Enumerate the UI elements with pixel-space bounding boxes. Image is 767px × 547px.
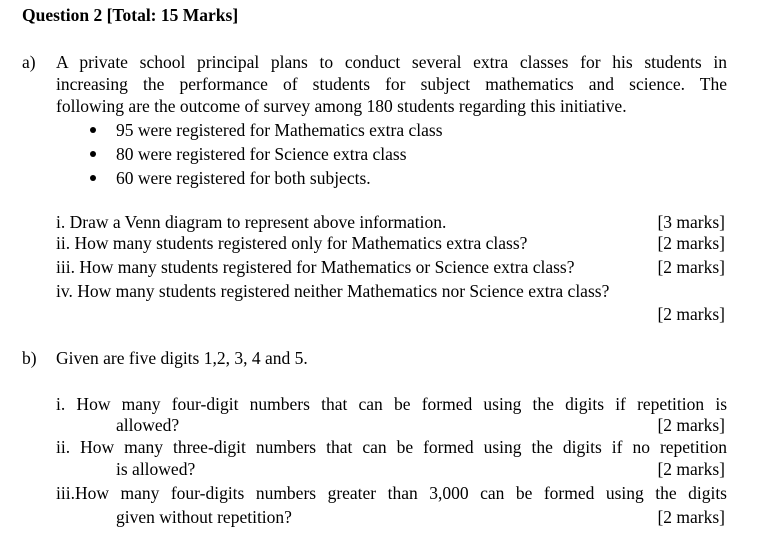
question-a-iii: iii. How many students registered for Mathematics or Science extra class? xyxy=(56,257,575,277)
marks-b-i: [2 marks] xyxy=(657,415,725,435)
part-a-label: a) xyxy=(22,52,36,72)
question-b-iii: iii.How many four-digits numbers greater than 3,000 can be formed using the digits xyxy=(56,483,727,503)
question-b-i: i. How many four-digit numbers that can be formed using the digits if repetition is xyxy=(56,394,727,414)
question-a-iv: iv. How many students registered neither Mathematics nor Science extra class? xyxy=(56,281,610,301)
question-b-iii-cont: given without repetition? xyxy=(116,507,292,527)
bullet-item: 60 were registered for both subjects. xyxy=(116,168,371,188)
question-b-ii: ii. How many three-digit numbers that can be formed using the digits if no repetition xyxy=(56,437,727,457)
marks-a-ii: [2 marks] xyxy=(657,233,725,253)
marks-b-ii: [2 marks] xyxy=(657,459,725,479)
bullet-icon xyxy=(90,127,96,133)
part-b-label: b) xyxy=(22,348,37,368)
bullet-icon xyxy=(90,175,96,181)
part-a-intro-line: increasing the performance of students for subject mathematics and science. The xyxy=(56,74,727,94)
question-b-ii-cont: is allowed? xyxy=(116,459,196,479)
part-b-intro: Given are five digits 1,2, 3, 4 and 5. xyxy=(56,348,308,368)
bullet-item: 95 were registered for Mathematics extra class xyxy=(116,120,443,140)
bullet-item: 80 were registered for Science extra class xyxy=(116,144,407,164)
part-a-intro-line: A private school principal plans to conduct several extra classes for his students in xyxy=(56,52,727,72)
question-a-i: i. Draw a Venn diagram to represent above information. xyxy=(56,212,447,232)
part-a-intro-line: following are the outcome of survey among 180 students regarding this initiative. xyxy=(56,96,627,116)
question-b-i-cont: allowed? xyxy=(116,415,180,435)
question-a-ii: ii. How many students registered only for Mathematics extra class? xyxy=(56,233,528,253)
question-title: Question 2 [Total: 15 Marks] xyxy=(22,5,239,25)
marks-a-iii: [2 marks] xyxy=(657,257,725,277)
marks-a-iv: [2 marks] xyxy=(657,304,725,324)
bullet-icon xyxy=(90,151,96,157)
marks-a-i: [3 marks] xyxy=(657,212,725,232)
marks-b-iii: [2 marks] xyxy=(657,507,725,527)
